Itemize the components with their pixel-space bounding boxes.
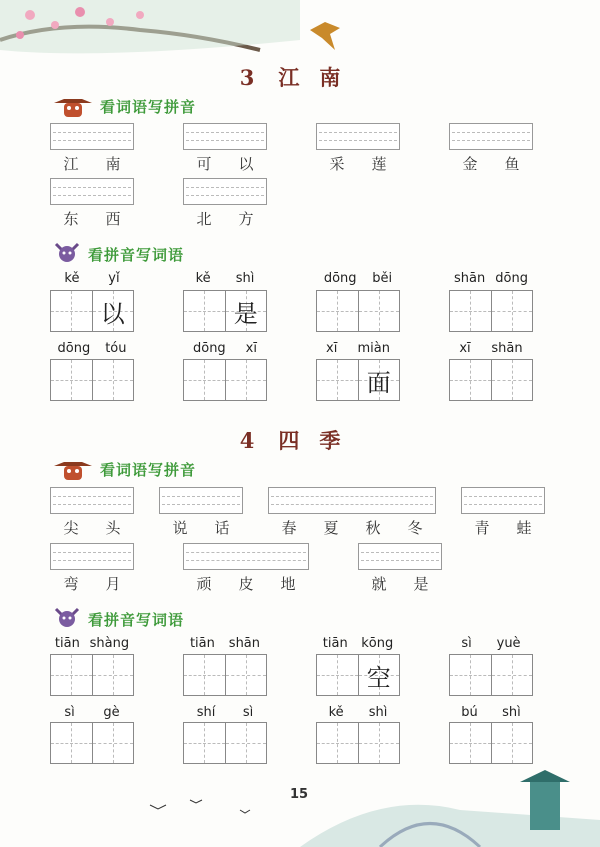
character-cell[interactable] [51,655,93,695]
word-char: 可 [196,155,212,173]
tianzige-grid [449,359,533,401]
lesson-title-char: 江 [278,65,302,90]
pinyin-syllable: shí [196,705,216,720]
pinyin-answer-box[interactable] [183,123,267,150]
character-cell[interactable] [359,655,400,695]
pinyin-prompt [449,341,533,356]
character-cell[interactable] [51,723,93,763]
pinyin-syllable: xī [245,341,257,356]
pinyin-answer-box[interactable] [316,123,400,150]
section-heading-text: 看拼音写词语 [88,610,185,629]
section-heading-write-words [52,240,184,268]
word-label [449,153,533,174]
pinyin-answer-box[interactable] [183,543,309,570]
section-heading-text: 看词语写拼音 [100,97,197,116]
character-cell[interactable] [184,291,226,331]
character-cell[interactable] [184,723,226,763]
pinyin-syllable: kě [328,705,344,720]
pinyin-syllable: shān [228,636,261,651]
pinyin-syllable: sì [242,705,254,720]
character-cell[interactable] [317,655,359,695]
character-cell[interactable] [93,291,134,331]
pinyin-prompt [183,271,267,286]
pinyin-prompt [316,341,400,356]
pinyin-prompt [183,636,267,651]
mascot-icon [52,458,94,480]
word-char: 春 [281,519,297,537]
pinyin-syllable: tiān [189,636,215,651]
tianzige-grid [449,290,533,332]
pinyin-syllable: kě [64,271,80,286]
character-cell[interactable] [492,360,533,400]
word-char: 弯 [63,575,79,593]
word-char: 尖 [63,519,79,537]
pinyin-prompt [316,271,400,286]
lesson-title [0,425,600,455]
tianzige-grid [183,359,267,401]
pinyin-syllable: tóu [105,341,127,356]
word-char: 说 [172,519,188,537]
character-cell[interactable] [359,723,400,763]
word-char: 青 [474,519,490,537]
character-cell[interactable] [184,655,226,695]
section-heading-text: 看词语写拼音 [100,460,197,479]
section-heading-write-pinyin [52,458,196,480]
pinyin-prompt [449,636,533,651]
word-char: 金 [462,155,478,173]
pinyin-prompt [50,341,134,356]
section-heading-write-pinyin [52,95,196,117]
pinyin-syllable: bú [461,705,478,720]
pinyin-prompt [183,341,267,356]
word-char: 头 [105,519,121,537]
word-char: 江 [63,155,79,173]
tianzige-grid [449,654,533,696]
word-label [183,153,267,174]
character-cell[interactable] [93,360,134,400]
word-char: 皮 [238,575,254,593]
tianzige-grid [183,290,267,332]
tianzige-grid [183,654,267,696]
character-cell[interactable] [226,723,267,763]
word-char: 采 [329,155,345,173]
pinyin-prompt [316,636,400,651]
pinyin-syllable: gè [103,705,120,720]
tianzige-grid [316,722,400,764]
pinyin-syllable: xī [459,341,471,356]
character-cell[interactable] [450,291,492,331]
pinyin-syllable: yuè [496,636,521,651]
word-label [183,573,309,594]
pinyin-syllable: kě [195,271,211,286]
character-cell[interactable] [450,655,492,695]
pinyin-syllable: shì [502,705,521,720]
given-character: 以 [100,299,125,328]
pinyin-syllable: shì [235,271,255,286]
pinyin-syllable: sì [64,705,75,720]
lesson-title-char: 南 [319,65,343,90]
character-cell[interactable] [492,655,533,695]
character-cell[interactable] [492,723,533,763]
word-char: 就 [371,575,387,593]
pinyin-syllable: běi [372,271,393,286]
bird-icon [310,22,340,50]
pinyin-prompt [50,636,134,651]
tianzige-grid [316,290,400,332]
word-char: 西 [105,210,121,228]
given-character: 空 [366,663,391,692]
word-char: 北 [196,210,212,228]
character-cell[interactable] [450,360,492,400]
lesson-title-char: 季 [319,428,343,453]
plum-blossom-decoration [0,0,600,60]
character-cell[interactable] [317,291,359,331]
word-char: 话 [214,519,230,537]
character-cell[interactable] [184,360,226,400]
word-label [358,573,442,594]
character-cell[interactable] [226,360,267,400]
character-cell[interactable] [226,655,267,695]
mascot-icon [52,95,94,117]
pinyin-answer-box[interactable] [50,487,134,514]
pinyin-syllable: dōng [323,271,357,286]
word-label [50,573,134,594]
mascot-icon [52,240,82,268]
character-cell[interactable] [93,655,134,695]
pinyin-answer-box[interactable] [183,178,267,205]
word-char: 东 [63,210,79,228]
word-char: 秋 [365,519,381,537]
pinyin-syllable: sì [461,636,472,651]
section-heading-write-words [52,605,184,633]
word-label [316,153,400,174]
pinyin-prompt [449,271,533,286]
word-label [268,517,436,538]
pinyin-syllable: shān [491,341,523,356]
pinyin-answer-box[interactable] [50,123,134,150]
tianzige-grid [50,722,134,764]
word-char: 蛙 [516,519,532,537]
pinyin-answer-box[interactable] [358,543,442,570]
pinyin-syllable: shàng [89,636,130,651]
word-char: 南 [105,155,121,173]
character-cell[interactable] [450,723,492,763]
pinyin-prompt [50,705,134,720]
character-cell[interactable] [359,291,400,331]
word-char: 鱼 [504,155,520,173]
lesson-title [0,62,600,92]
word-label [461,517,545,538]
character-cell[interactable] [492,291,533,331]
word-label [50,517,134,538]
character-cell[interactable] [359,360,400,400]
pinyin-syllable: xī [326,341,338,356]
lesson-number: 3 [239,65,257,90]
tianzige-grid [50,654,134,696]
pinyin-syllable: tiān [322,636,348,651]
tianzige-grid [316,359,400,401]
word-char: 月 [105,575,121,593]
lesson-title-char: 四 [278,428,302,453]
word-char: 夏 [323,519,339,537]
word-char: 莲 [371,155,387,173]
pinyin-answer-box[interactable] [461,487,545,514]
pinyin-answer-box[interactable] [449,123,533,150]
bridge-pavilion-decoration [0,770,600,847]
section-heading-text: 看拼音写词语 [88,245,185,264]
tianzige-grid [50,290,134,332]
pinyin-prompt [449,705,533,720]
character-cell[interactable] [93,723,134,763]
pinyin-prompt [316,705,400,720]
word-char: 方 [238,210,254,228]
character-cell[interactable] [317,723,359,763]
pinyin-syllable: dōng [495,271,528,286]
page-number: 15 [290,787,309,802]
word-label [50,208,134,229]
word-char: 以 [238,155,254,173]
word-char: 顽 [196,575,212,593]
word-char: 地 [280,575,296,593]
character-cell[interactable] [51,291,93,331]
pinyin-syllable: dōng [192,341,226,356]
character-cell[interactable] [51,360,93,400]
word-char: 冬 [407,519,423,537]
character-cell[interactable] [317,360,359,400]
word-char: 是 [413,575,429,593]
pinyin-syllable: miàn [357,341,390,356]
word-label [159,517,243,538]
pinyin-syllable: shān [454,271,486,286]
pinyin-answer-box[interactable] [50,178,134,205]
pinyin-syllable: shì [368,705,388,720]
character-cell[interactable] [226,291,267,331]
pinyin-answer-box[interactable] [50,543,134,570]
word-label [183,208,267,229]
pinyin-syllable: yǐ [108,271,120,286]
given-character: 面 [366,368,391,397]
pinyin-prompt [50,271,134,286]
given-character: 是 [233,299,258,328]
pinyin-syllable: dōng [57,341,91,356]
tianzige-grid [50,359,134,401]
word-label [50,153,134,174]
pinyin-syllable: kōng [361,636,394,651]
pinyin-answer-box[interactable] [159,487,243,514]
pinyin-syllable: tiān [54,636,80,651]
mascot-icon [52,605,82,633]
pinyin-answer-box[interactable] [268,487,436,514]
pinyin-prompt [183,705,267,720]
tianzige-grid [183,722,267,764]
tianzige-grid [316,654,400,696]
tianzige-grid [449,722,533,764]
lesson-number: 4 [239,428,257,453]
